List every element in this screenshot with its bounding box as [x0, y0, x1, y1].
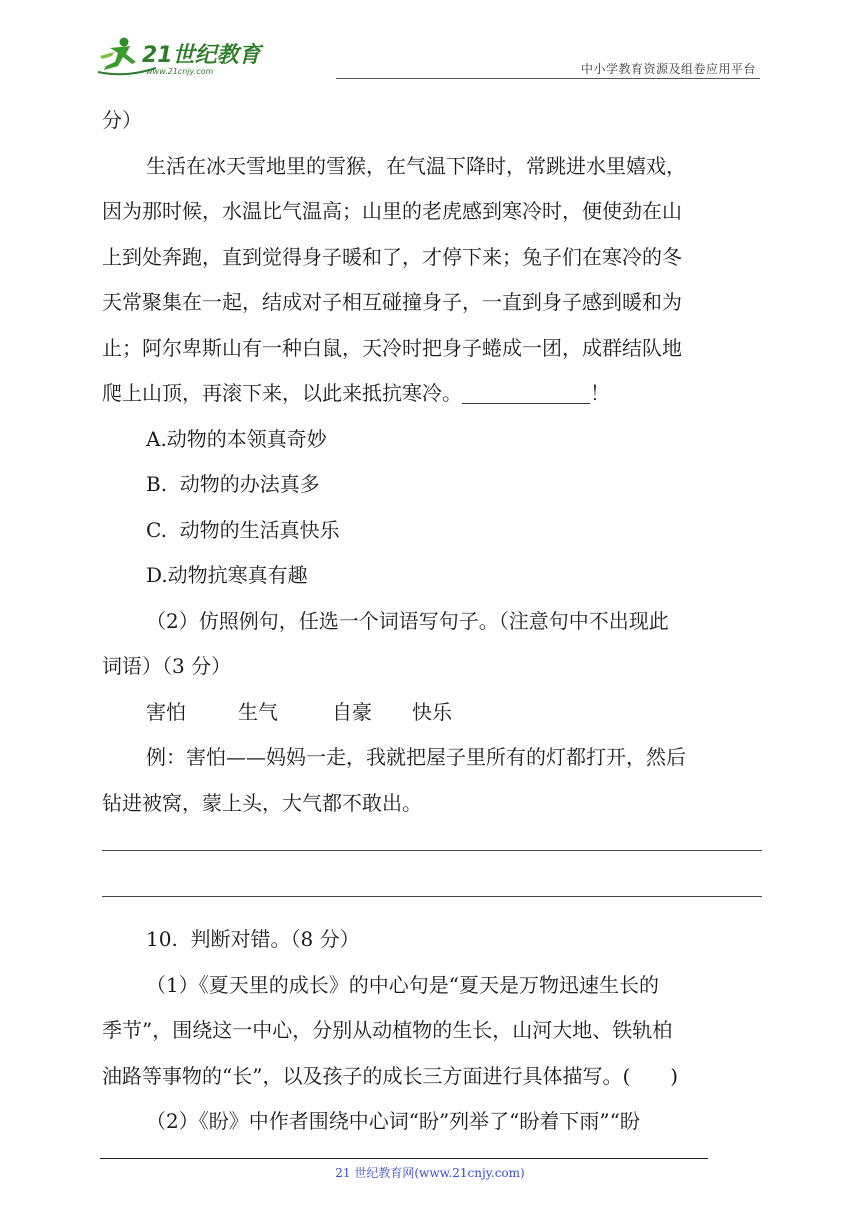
option-a[interactable]: A.动物的本领真奇妙	[146, 426, 327, 451]
passage-line-2: 因为那时候，水温比气温高；山里的老虎感到寒冷时，便使劲在山	[102, 199, 682, 223]
footer-divider	[100, 1158, 708, 1159]
logo-url: www.21cnjy.com	[146, 67, 214, 76]
example-line-2: 钻进被窝，蒙上头，大气都不敢出。	[102, 790, 422, 815]
q10-1-line-3-text: 油路等事物的“长”，以及孩子的成长三方面进行具体描写。(	[102, 1063, 631, 1088]
passage-line-1: 生活在冰天雪地里的雪猴，在气温下降时，常跳进水里嬉戏，	[146, 153, 686, 178]
option-d[interactable]: D.动物抗寒真有趣	[146, 563, 308, 587]
word-list	[102, 690, 762, 736]
answer-line-1[interactable]	[102, 826, 762, 872]
word-1: 害怕	[146, 699, 186, 724]
option-b[interactable]: B. 动物的办法真多	[146, 472, 320, 496]
logo-text: 21世纪教育	[142, 43, 261, 68]
page-content	[102, 98, 762, 1145]
page-header	[96, 34, 760, 80]
q10-1-line-3	[102, 1054, 762, 1100]
question-10: 10. 判断对错。（8 分）	[146, 927, 360, 951]
word-4: 快乐	[412, 699, 452, 724]
passage-line-4: 天常聚集在一起，结成对子相互碰撞身子，一直到身子感到暖和为	[102, 290, 682, 314]
header-divider	[336, 78, 760, 79]
passage-line-5: 止；阿尔卑斯山有一种白鼠，天冷时把身子蜷成一团，成群结队地	[102, 335, 682, 360]
question-2-line-1: （2）仿照例句，任选一个词语写句子。（注意句中不出现此	[146, 608, 669, 633]
site-logo	[96, 34, 266, 78]
close-paren: )	[670, 1063, 679, 1088]
word-3: 自豪	[332, 699, 372, 724]
example-line-1: 例：害怕——妈妈一走，我就把屋子里所有的灯都打开，然后	[146, 745, 686, 769]
option-c[interactable]: C. 动物的生活真快乐	[146, 517, 340, 542]
footer-text[interactable]: 21 世纪教育网(www.21cnjy.com)	[335, 1166, 525, 1180]
answer-line-2[interactable]	[102, 872, 762, 918]
continued-text: 分）	[102, 108, 142, 132]
word-2: 生气	[238, 699, 278, 724]
passage-line-6	[102, 371, 762, 417]
runner-logo-icon	[96, 34, 266, 78]
platform-title: 中小学教育资源及组卷应用平台	[580, 62, 756, 76]
exclamation: ！	[590, 381, 610, 405]
fill-blank[interactable]	[462, 383, 590, 404]
passage-line-6-text: 爬上山顶，再滚下来，以此来抵抗寒冷。	[102, 381, 462, 405]
q10-1-line-1: （1）《夏天里的成长》的中心句是“夏天是万物迅速生长的	[146, 972, 659, 997]
question-2-line-2: 词语）（3 分）	[102, 654, 232, 678]
q10-1-line-2: 季节”，围绕这一中心，分别从动植物的生长，山河大地、铁轨柏	[102, 1018, 673, 1042]
passage-line-3: 上到处奔跑，直到觉得身子暖和了，才停下来；兔子们在寒冷的冬	[102, 244, 682, 269]
q10-2-line-1: （2）《盼》中作者围绕中心词“盼”列举了“盼着下雨”“盼	[146, 1109, 640, 1133]
